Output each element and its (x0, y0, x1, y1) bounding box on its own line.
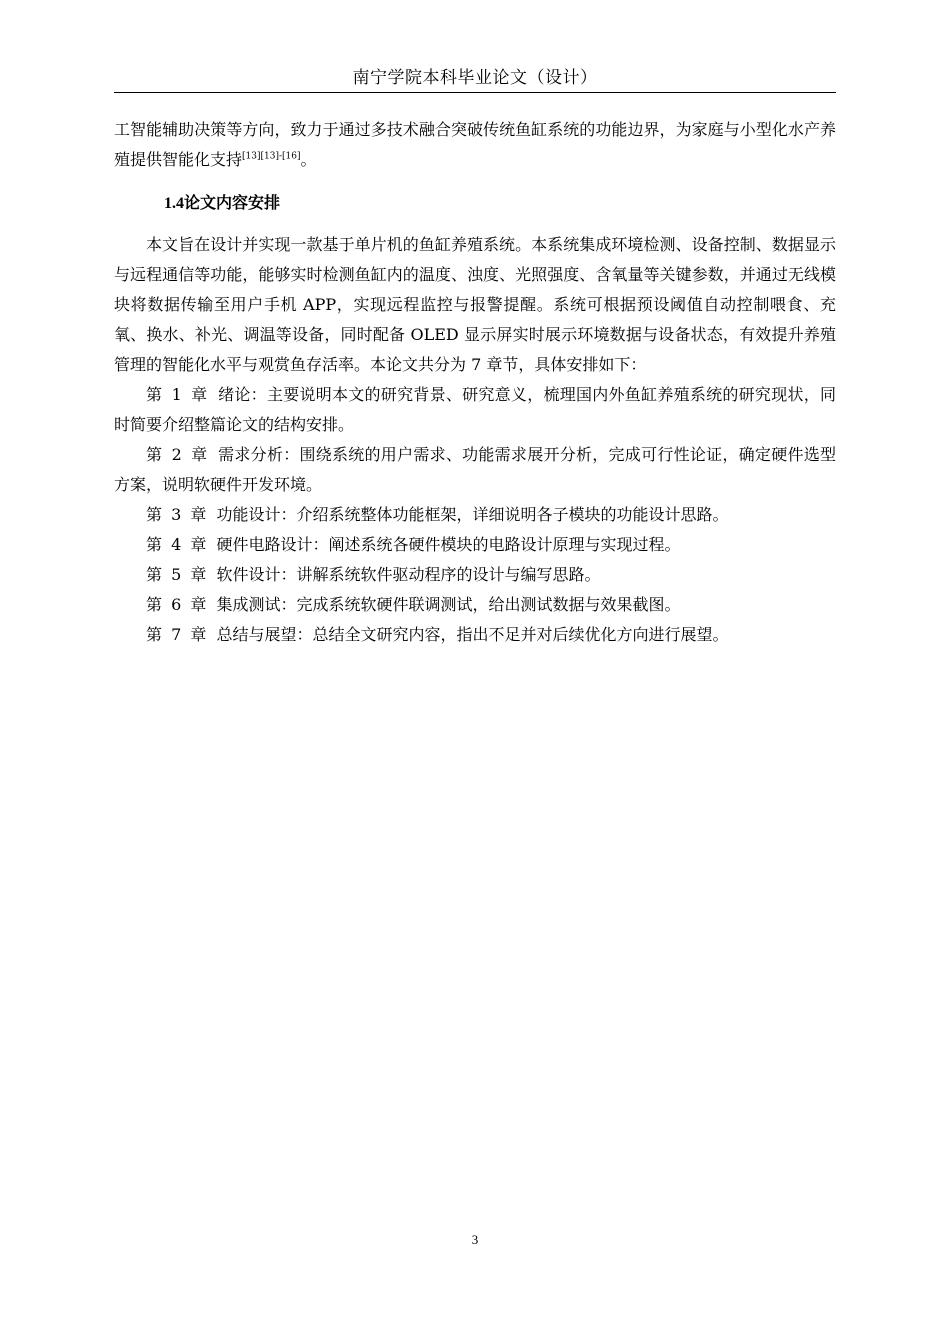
chapter-description: 总结与展望：总结全文研究内容，指出不足并对后续优化方向进行展望。 (216, 625, 729, 644)
chapter-label: 第 4 章 (146, 535, 207, 554)
section-heading (114, 183, 836, 224)
chapter-item-4 (114, 530, 836, 560)
chapter-label: 第 1 章 (146, 385, 208, 404)
intro-paragraph (114, 115, 836, 175)
section-number: 1.4 (164, 195, 184, 212)
chapter-item-5 (114, 560, 836, 590)
intro-paragraph-text: 工智能辅助决策等方向，致力于通过多技术融合突破传统鱼缸系统的功能边界，为家庭与小型化水产养殖提供智能化支持 (114, 120, 836, 169)
chapter-label: 第 5 章 (146, 565, 207, 584)
running-header: 南宁学院本科毕业论文（设计） (352, 68, 598, 88)
intro-paragraph-ending: 。 (300, 150, 317, 169)
main-paragraph: 本文旨在设计并实现一款基于单片机的鱼缸养殖系统。本系统集成环境检测、设备控制、数据显示与远程通信等功能，能够实时检测鱼缸内的温度、浊度、光照强度、含氧量等关键参数，并通过无线模块将数据传输至用户手机 APP，实现远程监控与报警提醒。系统可根据预设阈值自动控制喂食、充氧、换水、补光、调温等设备，同时配备 OLED 显示屏实时展示环境数据与设备状态，有效提升养殖管理的智能化水平与观赏鱼存活率。本论文共分为 7 章节，具体安排如下： (114, 235, 836, 374)
chapter-item-1 (114, 380, 836, 440)
chapter-description: 硬件电路设计：阐述系统各硬件模块的电路设计原理与实现过程。 (216, 535, 681, 554)
chapter-description: 功能设计：介绍系统整体功能框架，详细说明各子模块的功能设计思路。 (216, 505, 729, 524)
header-rule (114, 92, 836, 93)
chapter-item-3 (114, 500, 836, 530)
body-text (114, 115, 836, 650)
chapter-description: 需求分析：围绕系统的用户需求、功能需求展开分析，完成可行性论证，确定硬件选型方案，说明软硬件开发环境。 (114, 445, 836, 494)
chapter-label: 第 3 章 (146, 505, 207, 524)
chapter-description: 软件设计：讲解系统软件驱动程序的设计与编写思路。 (216, 565, 601, 584)
chapter-description: 集成测试：完成系统软硬件联调测试，给出测试数据与效果截图。 (216, 595, 681, 614)
section-title: 论文内容安排 (184, 193, 281, 212)
chapter-label: 第 2 章 (146, 445, 208, 464)
chapter-item-6 (114, 590, 836, 620)
citation-ref: [13][13]-[16] (242, 151, 301, 162)
chapter-label: 第 7 章 (146, 625, 207, 644)
chapter-item-2 (114, 440, 836, 500)
chapter-label: 第 6 章 (146, 595, 207, 614)
chapter-description: 绪论：主要说明本文的研究背景、研究意义，梳理国内外鱼缸养殖系统的研究现状，同时简要介绍整篇论文的结构安排。 (114, 385, 836, 434)
page-number: 3 (471, 1232, 479, 1247)
chapter-item-7 (114, 620, 836, 650)
